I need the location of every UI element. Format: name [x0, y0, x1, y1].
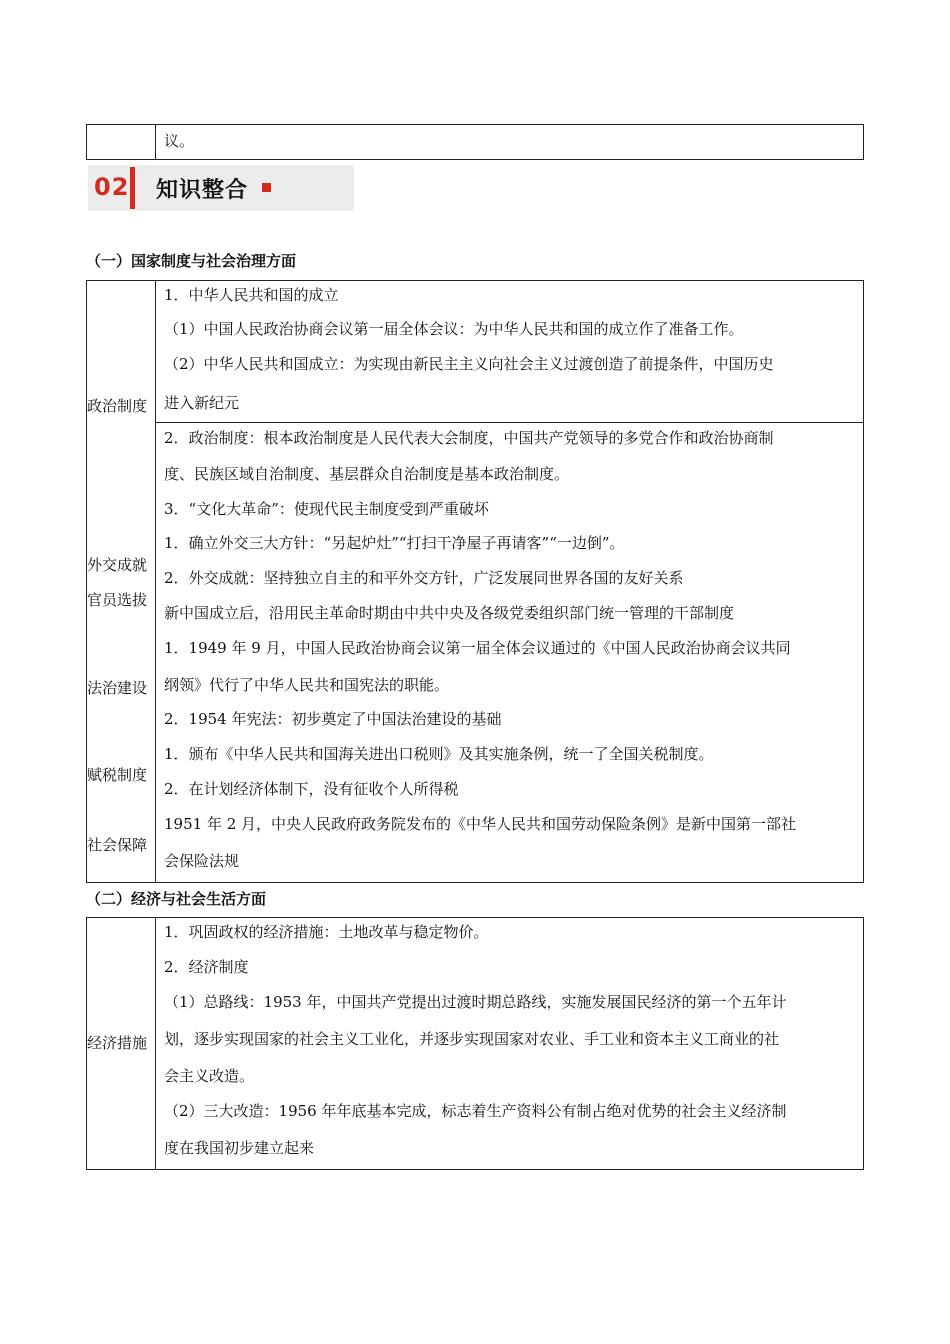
- section1-table: [86, 280, 864, 883]
- section2-heading: （二）经济与社会生活方面: [86, 890, 267, 908]
- section1-label-column: [87, 281, 156, 883]
- cell2-line: 3．“文化大革命”：使现代民主制度受到严重破坏: [164, 501, 489, 518]
- label-officials: 官员选拔: [87, 591, 148, 609]
- cell2-line: 2．政治制度：根本政治制度是人民代表大会制度，中国共产党领导的多党合作和政治协商制: [164, 430, 774, 447]
- label-diplomacy: 外交成就: [87, 556, 148, 574]
- section1-cell1: [156, 281, 864, 423]
- cell2-line: 2．1954 年宪法：初步奠定了中国法治建设的基础: [164, 711, 502, 728]
- cell2-line: 1．1949 年 9 月，中国人民政治协商会议第一届全体会议通过的《中国人民政治协商会议共同: [164, 640, 791, 657]
- section2-content-cell: [156, 918, 864, 1170]
- section1-heading: （一）国家制度与社会治理方面: [86, 252, 297, 270]
- section2-line: 会主义改造。: [164, 1068, 255, 1085]
- cell2-line: 1951 年 2 月，中央人民政府政务院发布的《中华人民共和国劳动保险条例》是新中国第一部社: [164, 816, 797, 833]
- cell2-line: 新中国成立后，沿用民主革命时期由中共中央及各级党委组织部门统一管理的干部制度: [164, 605, 735, 622]
- section2-line: 度在我国初步建立起来: [164, 1140, 315, 1157]
- cell1-line: 进入新纪元: [164, 395, 240, 412]
- banner-square-icon: [262, 183, 271, 192]
- continuation-content-cell: [156, 125, 864, 160]
- label-economic-measures: 经济措施: [87, 1034, 148, 1052]
- banner-title: 知识整合: [156, 178, 249, 203]
- label-politics: 政治制度: [87, 397, 148, 415]
- cell1-line: 1．中华人民共和国的成立: [164, 287, 339, 304]
- cell2-line: 2．外交成就：坚持独立自主的和平外交方针，广泛发展同世界各国的友好关系: [164, 570, 684, 587]
- section2-line: （2）三大改造：1956 年年底基本完成，标志着生产资料公有制占绝对优势的社会主义经济制: [164, 1103, 787, 1120]
- label-social-security: 社会保障: [87, 836, 148, 854]
- section2-line: 2．经济制度: [164, 959, 249, 976]
- cell2-line: 会保险法规: [164, 853, 240, 870]
- section2-line: 划，逐步实现国家的社会主义工业化，并逐步实现国家对农业、手工业和资本主义工商业的社: [164, 1031, 780, 1048]
- cell2-line: 度、民族区域自治制度、基层群众自治制度是基本政治制度。: [164, 466, 570, 483]
- cell2-line: 1．确立外交三大方针：“另起炉灶”“打扫干净屋子再请客”“一边倒”。: [164, 535, 625, 552]
- cell2-line: 2．在计划经济体制下，没有征收个人所得税: [164, 781, 459, 798]
- cell1-line: （1）中国人民政治协商会议第一届全体会议：为中华人民共和国的成立作了准备工作。: [164, 321, 744, 338]
- continuation-label-cell: [87, 125, 156, 160]
- label-taxation: 赋税制度: [87, 766, 148, 784]
- section2-table: [86, 917, 864, 1170]
- section1-cell2: [156, 423, 864, 883]
- label-rule-of-law: 法治建设: [87, 679, 148, 697]
- cell1-line: （2）中华人民共和国成立：为实现由新民主主义向社会主义过渡创造了前提条件，中国历史: [164, 356, 774, 373]
- banner-red-bar: [130, 167, 135, 209]
- cell2-line: 1．颁布《中华人民共和国海关进出口税则》及其实施条例，统一了全国关税制度。: [164, 746, 714, 763]
- banner-number: 02: [94, 173, 130, 201]
- section2-line: 1．巩固政权的经济措施：土地改革与稳定物价。: [164, 924, 489, 941]
- section2-label-cell: [87, 918, 156, 1170]
- section2-line: （1）总路线：1953 年，中国共产党提出过渡时期总路线，实施发展国民经济的第一个五年计: [164, 994, 787, 1011]
- continuation-table: [86, 124, 864, 160]
- section-banner: [88, 165, 354, 211]
- continuation-text: 议。: [164, 132, 195, 150]
- cell2-line: 纲领》代行了中华人民共和国宪法的职能。: [164, 677, 450, 694]
